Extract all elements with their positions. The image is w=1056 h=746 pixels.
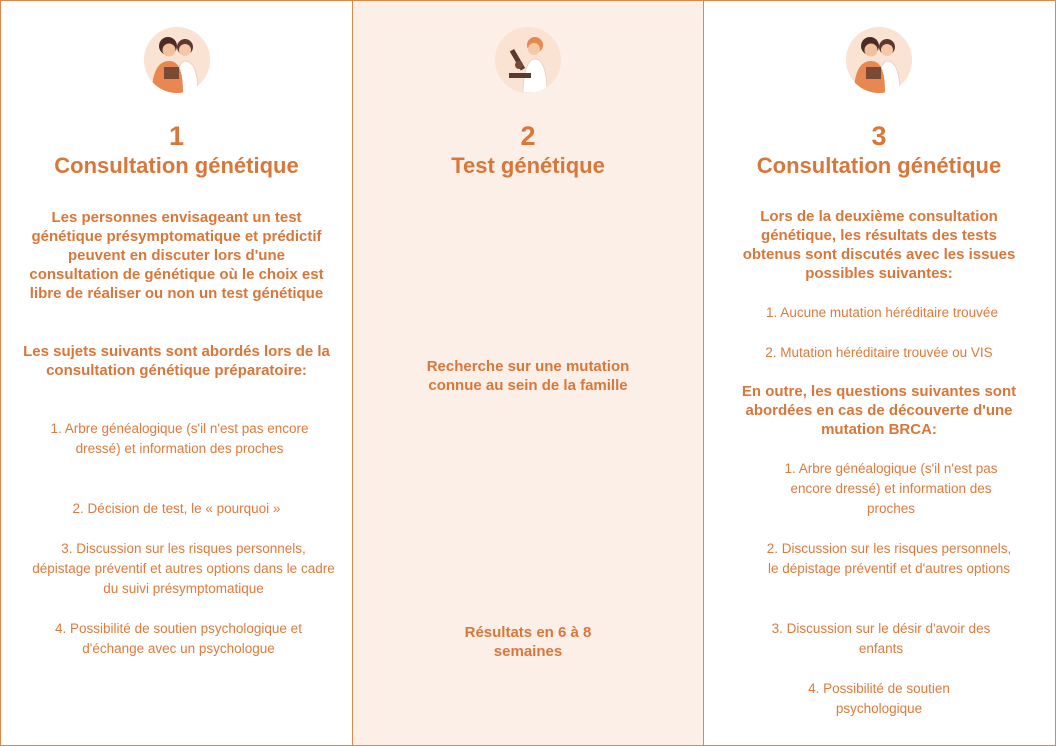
consultation-people-icon: [144, 27, 210, 93]
step-2-column: [352, 1, 703, 745]
step-intro: Les personnes envisageant un test génétique présymptomatique et prédictif peuvent en discuter lors d'une consultation de génétique où le choix est libre de réaliser ou non un test génétique: [29, 209, 324, 302]
step-title: Test génétique: [451, 153, 605, 178]
topic-item: 3. Discussion sur les risques personnels, dépistage préventif et autres options dans le cadre du suivi présymptomatique: [32, 541, 335, 596]
brca-item: 2. Discussion sur les risques personnels, le dépistage préventif et d'autres options: [766, 541, 1012, 576]
topic-item: 2. Décision de test, le « pourquoi »: [72, 501, 281, 516]
outcome-item: 2. Mutation héréditaire trouvée ou VIS: [765, 345, 993, 360]
test-description: Recherche sur une mutation connue au sein de la famille: [426, 358, 630, 394]
brca-item: 4. Possibilité de soutien psychologique: [808, 681, 950, 716]
step-1-column: [1, 1, 352, 745]
step-3-column: [703, 1, 1054, 745]
step-number: 1: [168, 121, 185, 151]
topic-item: 4. Possibilité de soutien psychologique et d'échange avec un psychologue: [55, 621, 302, 656]
consultation-people-icon: [846, 27, 912, 93]
brca-heading: En outre, les questions suivantes sont abordées en cas de découverte d'une mutation BRCA:: [741, 383, 1017, 438]
topics-heading: Les sujets suivants sont abordés lors de la consultation génétique préparatoire:: [23, 343, 330, 379]
results-timeframe: Résultats en 6 à 8 semaines: [464, 624, 592, 660]
step-intro: Lors de la deuxième consultation génétique, les résultats des tests obtenus sont discutés avec les issues possibles suivantes:: [742, 208, 1016, 282]
step-number: 3: [871, 121, 887, 151]
brca-item: 1. Arbre généalogique (s'il n'est pas encore dressé) et information des proches: [784, 461, 998, 516]
brca-item: 3. Discussion sur le désir d'avoir des enfants: [771, 621, 991, 656]
microscope-scientist-icon: [495, 27, 561, 93]
outcome-item: 1. Aucune mutation héréditaire trouvée: [766, 305, 998, 320]
step-number: 2: [520, 121, 536, 151]
step-title: Consultation génétique: [54, 153, 299, 178]
step-title: Consultation génétique: [756, 153, 1002, 178]
topic-item: 1. Arbre généalogique (s'il n'est pas encore dressé) et information des proches: [50, 421, 309, 456]
